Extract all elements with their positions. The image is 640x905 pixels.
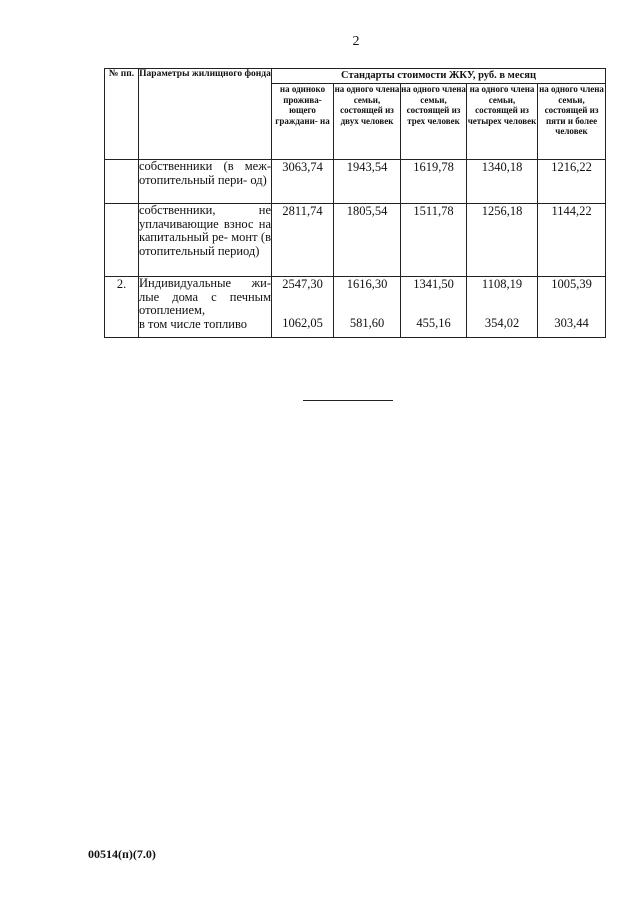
document-code: 00514(п)(7.0) bbox=[88, 847, 156, 861]
closing-rule bbox=[303, 400, 393, 401]
value-cell bbox=[538, 277, 606, 338]
row-number: 2. bbox=[105, 277, 139, 338]
value-sub: 303,44 bbox=[554, 316, 589, 330]
column-header-three-persons: на одного члена семьи, состоящей из трех человек bbox=[401, 84, 467, 160]
column-header-parameters: Параметры жилищного фонда bbox=[139, 69, 272, 160]
value-sub: 581,60 bbox=[349, 316, 385, 330]
column-header-two-persons: на одного члена семьи, состоящей из двух человек bbox=[334, 84, 401, 160]
column-header-single: на одиноко прожива- ющего граждани- на bbox=[272, 84, 334, 160]
row-number bbox=[105, 204, 139, 277]
table-row bbox=[105, 277, 606, 338]
value-cell: 1943,54 bbox=[334, 160, 401, 204]
value-main: 1616,30 bbox=[346, 277, 388, 291]
value-cell bbox=[334, 277, 401, 338]
row-parameter-main: Индивидуальные жи- лые дома с печным отоплением, bbox=[139, 276, 271, 317]
value-cell: 1805,54 bbox=[334, 204, 401, 277]
table-row bbox=[105, 204, 606, 277]
row-parameter-sub: в том числе топливо bbox=[139, 316, 248, 331]
value-sub: 455,16 bbox=[416, 316, 451, 330]
value-cell bbox=[401, 277, 467, 338]
column-header-group: Стандарты стоимости ЖКУ, руб. в месяц bbox=[272, 69, 606, 84]
value-cell: 3063,74 bbox=[272, 160, 334, 204]
row-parameter bbox=[139, 277, 272, 338]
value-main: 1341,50 bbox=[413, 277, 454, 291]
value-sub: 1062,05 bbox=[282, 316, 323, 330]
row-parameter: собственники (в меж- отопительный пери- од) bbox=[139, 160, 272, 204]
row-number bbox=[105, 160, 139, 204]
value-cell: 2811,74 bbox=[272, 204, 334, 277]
value-cell: 1216,22 bbox=[538, 160, 606, 204]
value-cell bbox=[272, 277, 334, 338]
value-main: 1005,39 bbox=[551, 277, 592, 291]
header-row-top bbox=[105, 69, 606, 84]
value-main: 2547,30 bbox=[282, 277, 323, 291]
housing-cost-table bbox=[104, 68, 606, 338]
row-parameter: собственники, не уплачивающие взнос на капитальный ре- монт (в отопительный период) bbox=[139, 204, 272, 277]
column-header-five-plus-persons: на одного члена семьи, состоящей из пяти и более человек bbox=[538, 84, 606, 160]
value-main: 1108,19 bbox=[481, 277, 523, 291]
column-header-four-persons: на одного члена семьи, состоящей из четырех человек bbox=[467, 84, 538, 160]
value-cell: 1256,18 bbox=[467, 204, 538, 277]
value-sub: 354,02 bbox=[484, 316, 520, 330]
value-cell: 1340,18 bbox=[467, 160, 538, 204]
value-cell bbox=[467, 277, 538, 338]
table-row bbox=[105, 160, 606, 204]
value-cell: 1144,22 bbox=[538, 204, 606, 277]
page-number: 2 bbox=[352, 34, 360, 49]
column-header-number: № пп. bbox=[105, 69, 139, 160]
value-cell: 1511,78 bbox=[401, 204, 467, 277]
value-cell: 1619,78 bbox=[401, 160, 467, 204]
